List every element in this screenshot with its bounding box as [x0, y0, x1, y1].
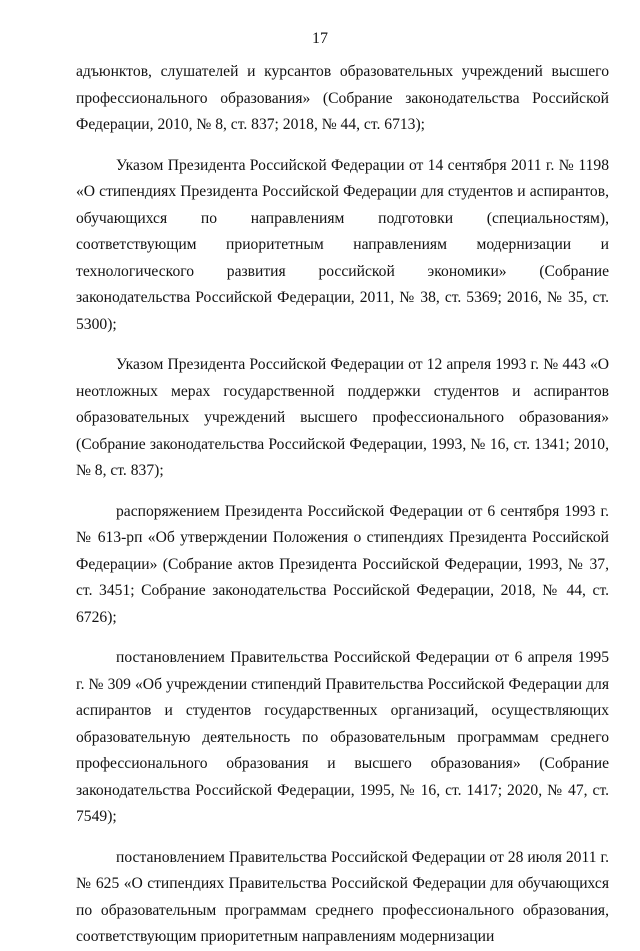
- paragraph-decree-1198: Указом Президента Российской Федерации от 14 сентября 2011 г. № 1198 «О стипендиях Президента Российской Федерации для студентов и аспирантов, обучающихся по направлениям подготовки (специальностям), соответствующим приоритетным направлениям модернизации и технологического развития российской экономики» (Собрание законодательства Российской Федерации, 2011, № 38, ст. 5369; 2016, № 35, ст. 5300);: [76, 156, 609, 333]
- document-body: [76, 59, 609, 951]
- paragraph-continuation: адъюнктов, слушателей и курсантов образовательных учреждений высшего профессионального образования» (Собрание законодательства Российской Федерации, 2010, № 8, ст. 837; 2018, № 44, ст. 6713);: [76, 63, 609, 133]
- paragraph-order-613-rp: распоряжением Президента Российской Федерации от 6 сентября 1993 г. № 613-рп «Об утверждении Положения о стипендиях Президента Российской Федерации» (Собрание актов Президента Российской Федерации, 1993, № 37, ст. 3451; Собрание законодательства Российской Федерации, 2018, № 44, ст. 6726);: [76, 502, 609, 626]
- paragraph-decree-443: Указом Президента Российской Федерации от 12 апреля 1993 г. № 443 «О неотложных мерах государственной поддержки студентов и аспирантов образовательных учреждений высшего профессионального образования» (Собрание законодательства Российской Федерации, 1993, № 16, ст. 1341; 2010, № 8, ст. 837);: [76, 356, 609, 479]
- paragraph-resolution-309: постановлением Правительства Российской Федерации от 6 апреля 1995 г. № 309 «Об учреждении стипендий Правительства Российской Федерации для аспирантов и студентов государственных организаций, осуществляющих образовательную деятельность по образовательным программам среднего профессионального образования и высшего образования» (Собрание законодательства Российской Федерации, 1995, № 16, ст. 1417; 2020, № 47, ст. 7549);: [76, 649, 609, 825]
- page-number: 17: [312, 30, 328, 47]
- paragraph-resolution-625: постановлением Правительства Российской Федерации от 28 июля 2011 г. № 625 «О стипендиях Правительства Российской Федерации для обучающихся по образовательным программам среднего профессионального образования, соответствующим приоритетным направлениям модернизации: [76, 848, 609, 945]
